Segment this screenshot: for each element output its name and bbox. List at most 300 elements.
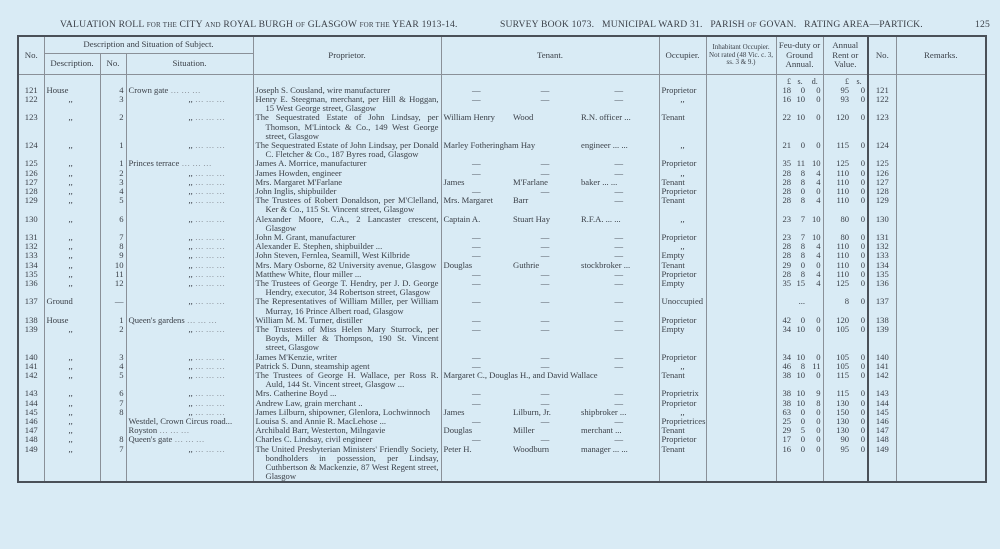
feu-shillings: 10 (796, 388, 806, 399)
tenant-surname: — (540, 268, 550, 279)
rent-shillings: 0 (860, 388, 866, 399)
rent-shillings: 0 (860, 434, 866, 445)
situation-text: Westdel, Crown Circus road... (128, 416, 233, 427)
rent-pounds: 150 (823, 408, 851, 417)
house-number: 7 (100, 233, 126, 242)
row-number: 121 (18, 86, 44, 95)
rent-shillings: 0 (860, 195, 866, 206)
feu-shillings: 0 (800, 434, 806, 445)
tenant-occupation: — (614, 158, 624, 169)
occupier: Tenant (659, 445, 706, 483)
rent-pounds: 115 (823, 371, 851, 389)
feu-pounds: 18 (776, 86, 793, 95)
tenant-occupation: — (614, 93, 624, 104)
inhabitant-occupier (706, 178, 776, 187)
survey-text: SURVEY BOOK 1073. MUNICIPAL WARD 31. PARISH (500, 19, 745, 30)
occupier: Tenant (659, 196, 706, 214)
feu-pounds: 42 (776, 316, 793, 325)
rent-shillings: 0 (860, 241, 866, 252)
inhabitant-occupier (706, 435, 776, 444)
house-number: 3 (100, 178, 126, 187)
feu-shillings: 8 (800, 360, 806, 371)
description: ,, (44, 325, 100, 353)
situation-text: ,, … … … (189, 269, 226, 279)
rent-pounds: 120 (823, 316, 851, 325)
row-number-2: 124 (868, 141, 896, 159)
feu-pounds: 35 (776, 159, 793, 168)
tenant-surname: Barr (513, 195, 529, 206)
situation-text: ,, … … … (189, 94, 226, 104)
rent-pounds: 130 (823, 417, 851, 426)
occupier: Proprietor (659, 399, 706, 408)
row-number: 128 (18, 187, 44, 196)
table-row (18, 95, 986, 113)
feu-shillings: 10 (796, 112, 806, 123)
row-number-2: 126 (868, 169, 896, 178)
situation (126, 297, 253, 315)
situation-text: ,, … … … (189, 296, 226, 306)
inhabitant-occupier (706, 399, 776, 408)
situation-text: ,, … … … (189, 195, 226, 205)
tenant-surname: Stuart Hay (513, 213, 550, 224)
rent-pounds: 110 (823, 251, 851, 260)
situation-text: ,, … … … (189, 370, 226, 380)
description: ,, (44, 196, 100, 214)
feu-pounds: 35 (776, 279, 793, 297)
situation (126, 215, 253, 233)
row-number: 137 (18, 297, 44, 315)
rent-pounds: 110 (823, 242, 851, 251)
title-text: VALUATION ROLL (60, 19, 145, 30)
tenant-occupation: shipbroker ... (581, 406, 627, 417)
feu-pence: 10 (811, 231, 821, 242)
unit-pounds: £ (823, 74, 851, 86)
tenant-surname: — (540, 314, 550, 325)
row-number: 138 (18, 316, 44, 325)
feu-pounds: 29 (776, 426, 793, 435)
tenant-surname: — (540, 360, 550, 371)
rent-pounds: 115 (823, 141, 851, 159)
feu-pence: 0 (816, 84, 821, 95)
feu-pounds: 28 (776, 270, 793, 279)
proprietor: James Lilburn, shipowner, Glenlora, Lochwinnoch (253, 408, 441, 417)
table-row (18, 113, 986, 141)
valuation-table (17, 35, 987, 483)
remarks (896, 215, 986, 233)
rent-shillings: 0 (860, 443, 866, 454)
proprietor: The Sequestrated Estate of John Lindsay, per Thomson, M'Lintock & Co., 149 West George street, Glasgow (253, 113, 441, 141)
rent-pounds: 110 (823, 178, 851, 187)
unit-pence: d. (811, 76, 818, 86)
remarks (896, 445, 986, 483)
tenant-surname: — (540, 277, 550, 288)
rent-pounds: 110 (823, 169, 851, 178)
situation-text: Queen's gardens … … … (129, 315, 217, 325)
rent-shillings: 0 (860, 323, 866, 334)
proprietor: Louisa S. and Annie R. MacLehose ... (253, 417, 441, 426)
tenant-surname: Miller (513, 425, 535, 436)
tenant-surname: — (540, 231, 550, 242)
occupier: Empty (659, 251, 706, 260)
tenant-forename: — (441, 362, 511, 371)
tenant-surname: — (540, 323, 550, 334)
feu-pence: 0 (816, 185, 821, 196)
situation-text: ,, … … … (189, 407, 226, 417)
tenant-occupation: engineer ... ... (581, 139, 628, 150)
row-number: 123 (18, 113, 44, 141)
occupier: ,, (659, 95, 706, 113)
tenant-surname: — (540, 296, 550, 307)
situation (126, 196, 253, 214)
proprietor: James M'Kenzie, writer (253, 353, 441, 362)
description: ,, (44, 261, 100, 270)
rent-shillings: 0 (860, 112, 866, 123)
rent-shillings: 0 (860, 84, 866, 95)
rent-pounds: 115 (823, 389, 851, 398)
rent-shillings: 0 (860, 259, 866, 270)
situation-text: ,, … … … (189, 324, 226, 334)
inhabitant-occupier (706, 233, 776, 242)
tenant-forename: — (441, 187, 511, 196)
occupier: Proprietor (659, 86, 706, 95)
title-text: ROYAL BURGH (223, 19, 294, 30)
row-number-2: 146 (868, 417, 896, 426)
inhabitant-occupier (706, 95, 776, 113)
table-row (18, 279, 986, 297)
rent-shillings: 0 (860, 406, 866, 417)
feu-shillings: 8 (800, 167, 806, 178)
row-number: 124 (18, 141, 44, 159)
occupier: Unoccupied (659, 297, 706, 315)
occupier: Proprietor (659, 270, 706, 279)
proprietor: Patrick S. Dunn, steamship agent (253, 362, 441, 371)
feu-pounds: 29 (776, 261, 793, 270)
house-number: 2 (100, 169, 126, 178)
description: ,, (44, 233, 100, 242)
header-description: Description. (44, 53, 100, 74)
tenant-forename: — (441, 270, 511, 279)
tenant-forename: — (441, 159, 511, 168)
tenant-surname: — (540, 397, 550, 408)
feu-pounds: 38 (776, 371, 793, 389)
row-number: 126 (18, 169, 44, 178)
row-number-2: 135 (868, 270, 896, 279)
occupier: Proprietor (659, 435, 706, 444)
feu-pounds: 23 (776, 233, 793, 242)
remarks (896, 196, 986, 214)
situation-text: ,, … … … (189, 250, 226, 260)
title-text: FOR THE (146, 21, 177, 29)
feu-pence: 0 (816, 323, 821, 334)
feu-pence: 9 (816, 388, 821, 399)
row-number: 141 (18, 362, 44, 371)
rent-shillings: 0 (860, 231, 866, 242)
feu-shillings: 11 (796, 158, 806, 169)
tenant-occupation: — (614, 351, 624, 362)
row-number: 131 (18, 233, 44, 242)
occupier: ,, (659, 169, 706, 178)
situation (126, 325, 253, 353)
header-remarks: Remarks. (896, 36, 986, 74)
row-number-2: 144 (868, 399, 896, 408)
feu-pence: 0 (816, 434, 821, 445)
row-number-2: 147 (868, 426, 896, 435)
feu-shillings: 10 (796, 351, 806, 362)
situation-text: ,, … … … (189, 186, 226, 196)
rent-pounds: 110 (823, 261, 851, 270)
inhabitant-occupier (706, 261, 776, 270)
survey-text: GOVAN. RATING AREA—PARTICK. (759, 19, 923, 30)
feu-shillings: 15 (796, 277, 806, 288)
occupier: ,, (659, 215, 706, 233)
row-number-2: 121 (868, 86, 896, 95)
survey-info (500, 19, 923, 30)
feu-shillings: 8 (800, 241, 806, 252)
row-number: 132 (18, 242, 44, 251)
header-feu-duty: Feu-duty or Ground Annual. (776, 36, 823, 74)
row-number: 142 (18, 371, 44, 389)
table-row (18, 445, 986, 483)
occupier: Proprietor (659, 159, 706, 168)
rent-pounds: 80 (823, 233, 851, 242)
proprietor: Mrs. Catherine Boyd ... (253, 389, 441, 398)
tenant-surname: — (540, 351, 550, 362)
feu-pounds: 38 (776, 389, 793, 398)
tenant-occupation: — (614, 167, 624, 178)
house-number: 5 (100, 196, 126, 214)
feu-pence: 0 (816, 112, 821, 123)
rent-shillings: 0 (860, 213, 866, 224)
feu-shillings: ... (798, 296, 806, 307)
tenant-occupation: — (614, 195, 624, 206)
occupier: Tenant (659, 178, 706, 187)
house-number: 7 (100, 445, 126, 483)
feu-pence: 0 (816, 425, 821, 436)
house-number: 5 (100, 371, 126, 389)
header-no: No. (18, 36, 44, 74)
row-number: 129 (18, 196, 44, 214)
remarks (896, 169, 986, 178)
feu-pence: 0 (816, 351, 821, 362)
feu-shillings: 0 (800, 259, 806, 270)
proprietor: James Howden, engineer (253, 169, 441, 178)
occupier: Proprietor (659, 187, 706, 196)
row-number-2: 133 (868, 251, 896, 260)
house-number: 9 (100, 251, 126, 260)
feu-pounds: 28 (776, 251, 793, 260)
proprietor: The Sequestrated Estate of John Lindsay, per Donald C. Fletcher & Co., 187 Byres road, Glasgow (253, 141, 441, 159)
house-number: 8 (100, 242, 126, 251)
tenant-occupation: — (614, 185, 624, 196)
remarks (896, 113, 986, 141)
remarks (896, 86, 986, 95)
occupier: Proprietrix (659, 389, 706, 398)
feu-pounds: 25 (776, 417, 793, 426)
tenant-forename: — (441, 353, 511, 362)
house-number: 1 (100, 159, 126, 168)
row-number-2: 141 (868, 362, 896, 371)
remarks (896, 187, 986, 196)
feu-shillings: 8 (800, 195, 806, 206)
description: ,, (44, 408, 100, 417)
description: ,, (44, 215, 100, 233)
tenant-occupation: stockbroker ... (581, 259, 631, 270)
proprietor: Joseph S. Cousland, wire manufacturer (253, 86, 441, 95)
row-number-2: 129 (868, 196, 896, 214)
tenant-occupation: merchant ... (581, 425, 622, 436)
header-tenant: Tenant. (441, 36, 659, 74)
tenant-surname: Woodburn (513, 443, 550, 454)
situation-text: ,, … … … (189, 278, 226, 288)
proprietor: Alexander E. Stephen, shipbuilder ... (253, 242, 441, 251)
tenant-forename: — (441, 86, 511, 95)
proprietor: William M. M. Turner, distiller (253, 316, 441, 325)
remarks (896, 261, 986, 270)
inhabitant-occupier (706, 445, 776, 483)
tenant-forename: Peter H. (441, 445, 511, 483)
rent-pounds: 80 (823, 215, 851, 233)
feu-shillings: 8 (800, 268, 806, 279)
description: ,, (44, 435, 100, 444)
house-number: 3 (100, 353, 126, 362)
row-number-2: 149 (868, 445, 896, 483)
feu-shillings: 8 (800, 250, 806, 261)
inhabitant-occupier (706, 426, 776, 435)
description: ,, (44, 187, 100, 196)
row-number-2: 122 (868, 95, 896, 113)
feu-pounds: 34 (776, 353, 793, 362)
feu-shillings: 0 (800, 185, 806, 196)
feu-shillings: 5 (800, 425, 806, 436)
proprietor: Mrs. Margaret M'Farlane (253, 178, 441, 187)
feu-pence: 0 (816, 259, 821, 270)
proprietor: The Trustees of Robert Donaldson, per M'Clelland, Ker & Co., 115 St. Vincent street, Glasgow (253, 196, 441, 214)
feu-shillings: 10 (796, 323, 806, 334)
proprietor: John M. Grant, manufacturer (253, 233, 441, 242)
title-text: GLASGOW (307, 19, 357, 30)
survey-text: OF (747, 21, 757, 29)
remarks (896, 95, 986, 113)
row-number-2: 130 (868, 215, 896, 233)
house-number: 4 (100, 187, 126, 196)
feu-shillings: 8 (800, 176, 806, 187)
description: ,, (44, 389, 100, 398)
situation (126, 95, 253, 113)
row-number-2: 143 (868, 389, 896, 398)
tenant-surname: — (540, 434, 550, 445)
situation-text: ,, … … … (189, 361, 226, 371)
remarks (896, 141, 986, 159)
situation (126, 141, 253, 159)
proprietor: The Trustees of Miss Helen Mary Sturrock, per Boyds, Miller & Thompson, 190 St. Vincent street, Glasgow (253, 325, 441, 353)
tenant-occupation: — (614, 268, 624, 279)
feu-pence: 4 (816, 195, 821, 206)
inhabitant-occupier (706, 325, 776, 353)
tenant-occupation: — (614, 434, 624, 445)
feu-pence: 4 (816, 176, 821, 187)
header-description-group: Description and Situation of Subject. (44, 36, 253, 53)
header-proprietor: Proprietor. (253, 36, 441, 74)
tenant-surname: Lilburn, Jr. (513, 406, 551, 417)
situation-text: Queen's gate … … … (129, 434, 205, 444)
tenant-forename: — (441, 316, 511, 325)
description: ,, (44, 141, 100, 159)
inhabitant-occupier (706, 408, 776, 417)
row-number: 147 (18, 426, 44, 435)
feu-pence: 0 (816, 93, 821, 104)
description: ,, (44, 399, 100, 408)
description: ,, (44, 279, 100, 297)
occupier: Tenant (659, 261, 706, 270)
tenant-forename: William Henry (441, 113, 511, 141)
tenant-forename: Marley Fotheringham Hay (441, 141, 511, 159)
table-row (18, 196, 986, 214)
inhabitant-occupier (706, 242, 776, 251)
row-number-2: 139 (868, 325, 896, 353)
description: ,, (44, 371, 100, 389)
tenant-names: Margaret C., Douglas H., and David Wallace (441, 371, 659, 389)
description: ,, (44, 362, 100, 371)
rent-shillings: 0 (860, 296, 866, 307)
tenant-surname: — (540, 241, 550, 252)
feu-shillings: 0 (800, 314, 806, 325)
inhabitant-occupier (706, 270, 776, 279)
tenant-forename: — (441, 297, 511, 315)
occupier: Tenant (659, 113, 706, 141)
inhabitant-occupier (706, 113, 776, 141)
row-number: 139 (18, 325, 44, 353)
description: House (44, 316, 100, 325)
description: ,, (44, 159, 100, 168)
rent-pounds: 90 (823, 435, 851, 444)
row-number: 144 (18, 399, 44, 408)
rent-pounds: 105 (823, 353, 851, 362)
tenant-surname: — (540, 93, 550, 104)
rent-pounds: 130 (823, 426, 851, 435)
feu-pence: 0 (816, 314, 821, 325)
rent-shillings: 0 (860, 250, 866, 261)
row-number-2: 127 (868, 178, 896, 187)
tenant-occupation: — (614, 360, 624, 371)
feu-pence: 4 (816, 268, 821, 279)
header-inhabitant: Inhabitant Occupier. Not rated (48 Vic. c. 3, ss. 3 & 9.) (706, 36, 776, 74)
feu-shillings: 7 (800, 213, 806, 224)
feu-shillings: 10 (796, 93, 806, 104)
rent-shillings: 0 (860, 397, 866, 408)
page-title (60, 19, 990, 30)
tenant-forename: — (441, 279, 511, 297)
inhabitant-occupier (706, 187, 776, 196)
proprietor: Charles C. Lindsay, civil engineer (253, 435, 441, 444)
situation (126, 113, 253, 141)
rent-shillings: 0 (860, 176, 866, 187)
feu-pence: 0 (816, 406, 821, 417)
description: House (44, 86, 100, 95)
feu-pounds: 17 (776, 435, 793, 444)
feu-shillings: 0 (800, 139, 806, 150)
occupier: ,, (659, 362, 706, 371)
tenant-surname: M'Farlane (513, 176, 548, 187)
rent-pounds: 110 (823, 187, 851, 196)
remarks (896, 297, 986, 315)
feu-pounds: 28 (776, 196, 793, 214)
occupier: Empty (659, 279, 706, 297)
description: ,, (44, 169, 100, 178)
tenant-surname: — (540, 84, 550, 95)
rent-pounds: 120 (823, 113, 851, 141)
rent-shillings: 0 (860, 268, 866, 279)
feu-pounds: 28 (776, 178, 793, 187)
